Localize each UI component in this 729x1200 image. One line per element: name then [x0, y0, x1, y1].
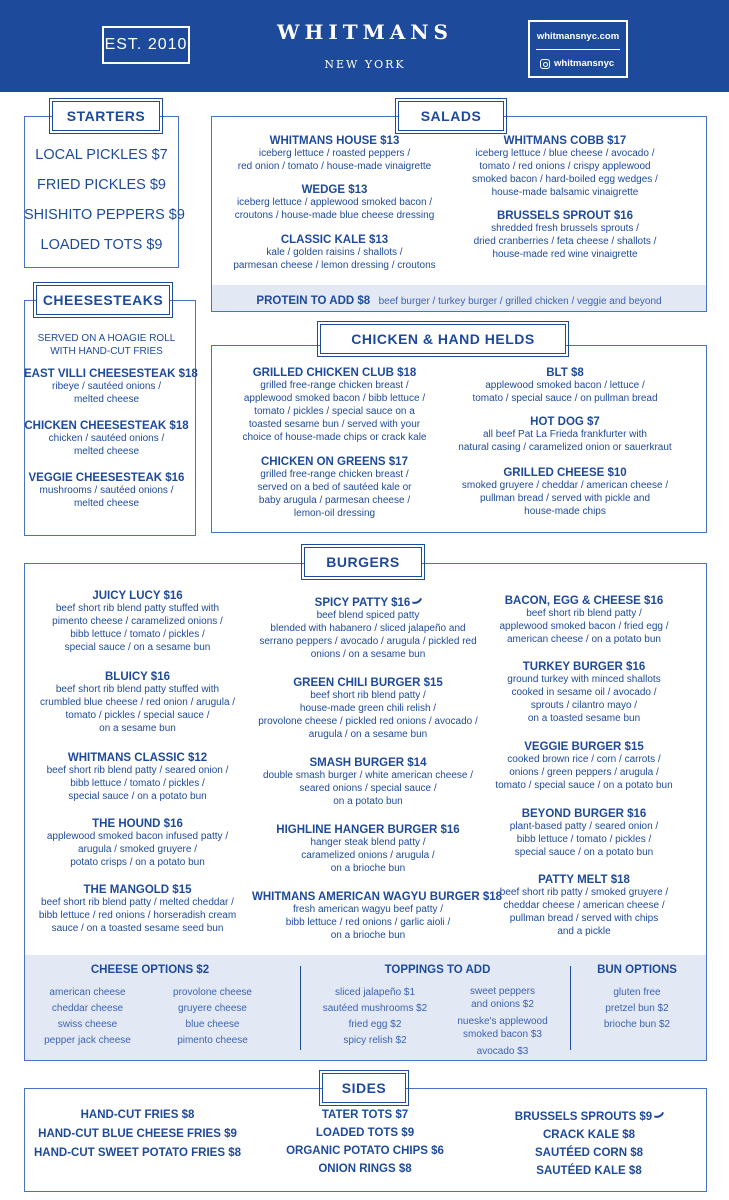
- item-desc: caramelized onions / arugula /: [301, 850, 435, 861]
- sides-col1: [30, 1106, 245, 1163]
- protein-options: beef burger / turkey burger / grilled chicken / veggie and beyond: [378, 296, 662, 307]
- item-name: BRUSSELS SPROUT $16: [496, 210, 634, 222]
- item-desc: on a potato bun: [333, 796, 403, 807]
- bun-options: [575, 985, 699, 1033]
- burger-item: [484, 741, 684, 792]
- burger-item: [252, 677, 484, 741]
- burger-item: [30, 752, 245, 803]
- item-desc: tomato / special sauce / on a potato bun: [495, 780, 673, 791]
- item-name: HOT DOG $7: [530, 416, 600, 428]
- item-desc: sauce / on a toasted sesame seed bun: [51, 923, 224, 934]
- item-name: EAST VILLI CHEESESTEAK $18: [24, 368, 198, 380]
- sides-title: SIDES: [322, 1073, 406, 1103]
- item-desc: serrano peppers / avocado / arugula / pickled red: [259, 636, 477, 647]
- cheesesteak-item: [24, 420, 189, 458]
- item-name: CHICKEN ON GREENS $17: [261, 456, 408, 468]
- social-box: [528, 20, 628, 78]
- item-name: BACON, EGG & CHEESE $16: [504, 595, 664, 607]
- item-desc: iceberg lettuce / applewood smoked bacon /: [236, 197, 433, 208]
- item-desc: baby arugula / parmesan cheese /: [258, 495, 411, 506]
- item-name: VEGGIE BURGER $15: [524, 741, 644, 753]
- burger-item: [252, 757, 484, 808]
- starter-item: SHISHITO PEPPERS $9: [24, 207, 185, 223]
- note-line: SERVED ON A HOAGIE ROLL: [37, 333, 176, 344]
- cheese-options-title: CHEESE OPTIONS $2: [90, 964, 210, 976]
- burgers-title: BURGERS: [304, 547, 422, 577]
- item-desc: tomato / pickles / special sauce /: [65, 710, 210, 721]
- option-item: sliced jalapeño $1: [334, 987, 416, 998]
- option-item: blue cheese: [185, 1019, 240, 1030]
- item-desc: applewood smoked bacon / fried egg /: [499, 621, 669, 632]
- item-desc: seared onions / special sauce /: [299, 783, 437, 794]
- option-item: american cheese: [49, 987, 126, 998]
- item-desc: provolone cheese / pickled red onions / avocado /: [258, 716, 478, 727]
- item-desc: toasted sesame bun / served with your: [248, 419, 421, 430]
- item-desc: arugula / smoked gruyere /: [78, 844, 197, 855]
- burger-item: [30, 818, 245, 869]
- option-item: pretzel bun $2: [605, 1003, 669, 1014]
- item-name: JUICY LUCY $16: [92, 590, 183, 602]
- item-desc: beef blend spiced patty: [316, 610, 420, 621]
- item-desc: choice of house-made chips or crack kale: [242, 432, 427, 443]
- item-name: HIGHLINE HANGER BURGER $16: [276, 824, 460, 836]
- burger-item: [252, 597, 484, 661]
- item-desc: shredded fresh brussels sprouts /: [491, 223, 639, 234]
- item-desc: red onion / tomato / house-made vinaigrette: [237, 161, 432, 172]
- item-desc: beef short rib blend patty /: [310, 690, 426, 701]
- bun-options-title: BUN OPTIONS: [597, 964, 677, 976]
- side-item: ORGANIC POTATO CHIPS $6: [286, 1145, 444, 1157]
- chili-pepper-icon: [412, 596, 422, 606]
- item-desc: parmesan cheese / lemon dressing / croutons: [233, 260, 436, 271]
- item-desc: cooked in sesame oil / avocado /: [511, 687, 657, 698]
- chili-pepper-icon: [654, 1110, 664, 1120]
- option-item: gruyere cheese: [178, 1003, 247, 1014]
- cheesesteak-item: [24, 472, 189, 510]
- item-desc: fresh american wagyu beef patty /: [292, 904, 444, 915]
- item-desc: tomato / pickles / special sauce on a: [254, 406, 415, 417]
- side-item: HAND-CUT FRIES $8: [80, 1109, 195, 1121]
- options-divider: [570, 966, 571, 1050]
- cheesesteak-item: [24, 368, 198, 406]
- item-desc: double smash burger / white american cheese /: [262, 770, 474, 781]
- item-desc: arugula / on a sesame bun: [308, 729, 428, 740]
- item-desc: house-made red wine vinaigrette: [492, 249, 638, 260]
- option-item: spicy relish $2: [343, 1035, 407, 1046]
- burger-item: [30, 590, 245, 654]
- item-desc: bibb lettuce / red onions / garlic aioli /: [285, 917, 451, 928]
- item-desc: special sauce / on a potato bun: [514, 847, 654, 858]
- option-item: and onions $2: [471, 999, 534, 1010]
- item-desc: kale / golden raisins / shallots /: [266, 247, 403, 258]
- item-desc: special sauce / on a potato bun: [68, 791, 207, 802]
- item-desc: croutons / house-made blue cheese dressing: [234, 210, 435, 221]
- brand-name: WHITMANS: [277, 20, 453, 44]
- item-desc: applewood smoked bacon infused patty /: [46, 831, 229, 842]
- option-item: sweet peppers: [469, 986, 536, 997]
- item-name: PATTY MELT $18: [538, 874, 630, 886]
- starter-item: LOADED TOTS $9: [40, 237, 163, 253]
- option-item: pimento cheese: [177, 1035, 248, 1046]
- option-item: pepper jack cheese: [44, 1035, 131, 1046]
- item-name: SMASH BURGER $14: [309, 757, 427, 769]
- salad-item: [222, 184, 447, 222]
- brand-logo: [270, 20, 460, 71]
- handheld-item: [455, 367, 675, 405]
- item-desc: beef short rib blend patty / melted cheddar /: [41, 897, 234, 908]
- burger-item: [484, 874, 684, 938]
- item-desc: house-made chips: [524, 506, 606, 517]
- item-desc: pimento cheese / caramelized onions /: [52, 616, 223, 627]
- instagram-icon: [540, 59, 550, 69]
- starter-item: LOCAL PICKLES $7: [35, 147, 168, 163]
- item-desc: grilled free-range chicken breast /: [260, 469, 409, 480]
- side-item: BRUSSELS SPROUTS $9: [514, 1111, 653, 1123]
- item-desc: iceberg lettuce / roasted peppers /: [258, 148, 411, 159]
- cheesesteaks-title: CHEESESTEAKS: [36, 285, 170, 315]
- established-badge: EST. 2010: [102, 26, 190, 64]
- side-item: CRACK KALE $8: [542, 1129, 635, 1141]
- item-desc: melted cheese: [73, 446, 140, 457]
- item-desc: all beef Pat La Frieda frankfurter with: [483, 429, 647, 440]
- instagram-link[interactable]: [540, 58, 614, 69]
- item-name: WEDGE $13: [301, 184, 368, 196]
- option-item: smoked bacon $3: [463, 1029, 542, 1040]
- option-item: cheddar cheese: [51, 1003, 124, 1014]
- side-item: HAND-CUT BLUE CHEESE FRIES $9: [38, 1128, 237, 1140]
- side-item: SAUTÉED KALE $8: [536, 1165, 642, 1177]
- handheld-item: [455, 416, 675, 454]
- option-item: gluten free: [613, 987, 661, 998]
- salad-item: [222, 234, 447, 272]
- option-item: avocado $3: [476, 1046, 529, 1057]
- item-desc: iceberg lettuce / blue cheese / avocado /: [475, 148, 655, 159]
- item-desc: and a pickle: [557, 926, 611, 937]
- side-item: SAUTÉED CORN $8: [535, 1147, 643, 1159]
- item-desc: chicken / sautéed onions /: [48, 433, 165, 444]
- item-name: GREEN CHILI BURGER $15: [293, 677, 443, 689]
- item-desc: lemon-oil dressing: [293, 508, 376, 519]
- item-desc: served on a bed of sautéed kale or: [257, 482, 412, 493]
- handheld-item: [222, 456, 447, 520]
- item-desc: house-made balsamic vinaigrette: [491, 187, 639, 198]
- item-desc: bibb lettuce / tomato / pickles /: [70, 629, 205, 640]
- item-desc: sprouts / cilantro mayo /: [530, 700, 638, 711]
- item-desc: crumbled blue cheese / red onion / arugula /: [39, 697, 236, 708]
- sides-col2: [258, 1106, 472, 1178]
- salads-title: SALADS: [398, 101, 504, 131]
- toppings-left: [310, 985, 440, 1049]
- item-name: TURKEY BURGER $16: [522, 661, 646, 673]
- item-desc: house-made green chili relish /: [299, 703, 437, 714]
- item-desc: mushrooms / sautéed onions /: [39, 485, 174, 496]
- item-desc: tomato / special sauce / on pullman bread: [472, 393, 658, 404]
- note-line: WITH HAND-CUT FRIES: [50, 346, 163, 357]
- protein-line: [212, 291, 706, 309]
- starters-title: STARTERS: [52, 101, 160, 131]
- handheld-item: [455, 467, 675, 518]
- website-link[interactable]: whitmansnyc.com: [536, 31, 620, 42]
- item-desc: bibb lettuce / tomato / pickles /: [516, 834, 652, 845]
- item-desc: natural casing / caramelized onion or sauerkraut: [458, 442, 672, 453]
- item-name: CLASSIC KALE $13: [280, 234, 389, 246]
- item-desc: applewood smoked bacon / bibb lettuce /: [243, 393, 426, 404]
- cheese-options-left: [30, 985, 145, 1049]
- item-name: BLT $8: [546, 367, 584, 379]
- salad-item: [455, 210, 675, 261]
- item-desc: beef short rib blend patty stuffed with: [55, 684, 220, 695]
- item-desc: pullman bread / served with pickle and: [479, 493, 651, 504]
- option-item: swiss cheese: [57, 1019, 118, 1030]
- item-name: BEYOND BURGER $16: [521, 808, 647, 820]
- item-desc: onions / on a sesame bun: [310, 649, 426, 660]
- burger-item: [484, 661, 684, 725]
- burger-item: [252, 824, 484, 875]
- item-desc: american cheese / on a potato bun: [507, 634, 661, 645]
- item-desc: cooked brown rice / corn / carrots /: [507, 754, 661, 765]
- item-desc: on a sesame bun: [99, 723, 176, 734]
- option-item: brioche bun $2: [603, 1019, 671, 1030]
- toppings-right: [440, 985, 565, 1058]
- salad-item: [455, 135, 675, 199]
- item-desc: ribeye / sautéed onions /: [52, 381, 161, 392]
- item-desc: beef short rib blend patty / seared onion /: [46, 765, 229, 776]
- side-item: ONION RINGS $8: [318, 1163, 412, 1175]
- sides-col3: [484, 1108, 694, 1180]
- burger-item: [484, 595, 684, 646]
- option-item: fried egg $2: [348, 1019, 402, 1030]
- options-divider: [300, 966, 301, 1050]
- burger-item: [30, 884, 245, 935]
- burger-item: [484, 808, 684, 859]
- option-item: nueske's applewood: [457, 1016, 548, 1027]
- side-item: TATER TOTS $7: [321, 1109, 409, 1121]
- item-desc: cheddar cheese / american cheese /: [503, 900, 665, 911]
- protein-label: PROTEIN TO ADD $8: [256, 295, 371, 307]
- item-desc: blended with habanero / sliced jalapeño and: [270, 623, 466, 634]
- option-item: provolone cheese: [173, 987, 252, 998]
- brand-city: NEW YORK: [324, 58, 406, 71]
- item-desc: hanger steak blend patty /: [310, 837, 426, 848]
- item-desc: beef short rib blend patty stuffed with: [55, 603, 220, 614]
- option-item: sautéed mushrooms $2: [322, 1003, 428, 1014]
- burger-item: [30, 671, 245, 735]
- starter-item: FRIED PICKLES $9: [37, 177, 166, 193]
- cheese-options-right: [155, 985, 270, 1049]
- instagram-handle: whitmansnyc: [554, 58, 615, 69]
- side-item: HAND-CUT SWEET POTATO FRIES $8: [33, 1147, 241, 1159]
- social-divider: [536, 49, 620, 50]
- item-name: THE HOUND $16: [92, 818, 183, 830]
- item-desc: dried cranberries / feta cheese / shallots /: [473, 236, 657, 247]
- cheesesteak-note: [24, 332, 189, 358]
- item-name: THE MANGOLD $15: [83, 884, 192, 896]
- handheld-item: [222, 367, 447, 444]
- item-desc: plant-based patty / seared onion /: [509, 821, 659, 832]
- item-name: CHICKEN CHEESESTEAK $18: [24, 420, 189, 432]
- item-desc: grilled free-range chicken breast /: [260, 380, 409, 391]
- item-desc: on a toasted sesame bun: [527, 713, 641, 724]
- header-banner: [0, 0, 729, 92]
- item-name: WHITMANS COBB $17: [503, 135, 627, 147]
- item-name: WHITMANS HOUSE $13: [269, 135, 400, 147]
- item-desc: tomato / red onions / crispy applewood: [479, 161, 651, 172]
- item-desc: melted cheese: [73, 498, 140, 509]
- item-desc: onions / green peppers / arugula /: [509, 767, 659, 778]
- item-desc: melted cheese: [73, 394, 140, 405]
- handhelds-title: CHICKEN & HAND HELDS: [320, 324, 566, 354]
- item-desc: applewood smoked bacon / lettuce /: [485, 380, 645, 391]
- item-desc: smoked bacon / hard-boiled egg wedges /: [472, 174, 658, 185]
- item-desc: on a brioche bun: [330, 930, 406, 941]
- item-name: GRILLED CHICKEN CLUB $18: [252, 367, 417, 379]
- burger-item: [252, 891, 503, 942]
- item-name: WHITMANS AMERICAN WAGYU BURGER $18: [252, 891, 503, 903]
- item-desc: bibb lettuce / red onions / horseradish cream: [38, 910, 237, 921]
- item-name: WHITMANS CLASSIC $12: [67, 752, 208, 764]
- salad-item: [222, 135, 447, 173]
- item-desc: potato crisps / on a potato bun: [70, 857, 205, 868]
- side-item: LOADED TOTS $9: [315, 1127, 415, 1139]
- item-desc: bibb lettuce / tomato / pickles /: [70, 778, 205, 789]
- item-name: GRILLED CHEESE $10: [503, 467, 627, 479]
- item-desc: ground turkey with minced shallots: [507, 674, 661, 685]
- item-desc: on a brioche bun: [330, 863, 406, 874]
- item-name: SPICY PATTY $16: [314, 597, 411, 609]
- item-desc: beef short rib patty / smoked gruyere /: [499, 887, 669, 898]
- item-desc: pullman bread / served with chips: [509, 913, 659, 924]
- item-name: BLUICY $16: [105, 671, 170, 683]
- item-name: VEGGIE CHEESESTEAK $16: [28, 472, 185, 484]
- item-desc: special sauce / on a sesame bun: [64, 642, 211, 653]
- item-desc: smoked gruyere / cheddar / american cheese /: [461, 480, 669, 491]
- item-desc: beef short rib blend patty /: [526, 608, 642, 619]
- toppings-title: TOPPINGS TO ADD: [384, 964, 491, 976]
